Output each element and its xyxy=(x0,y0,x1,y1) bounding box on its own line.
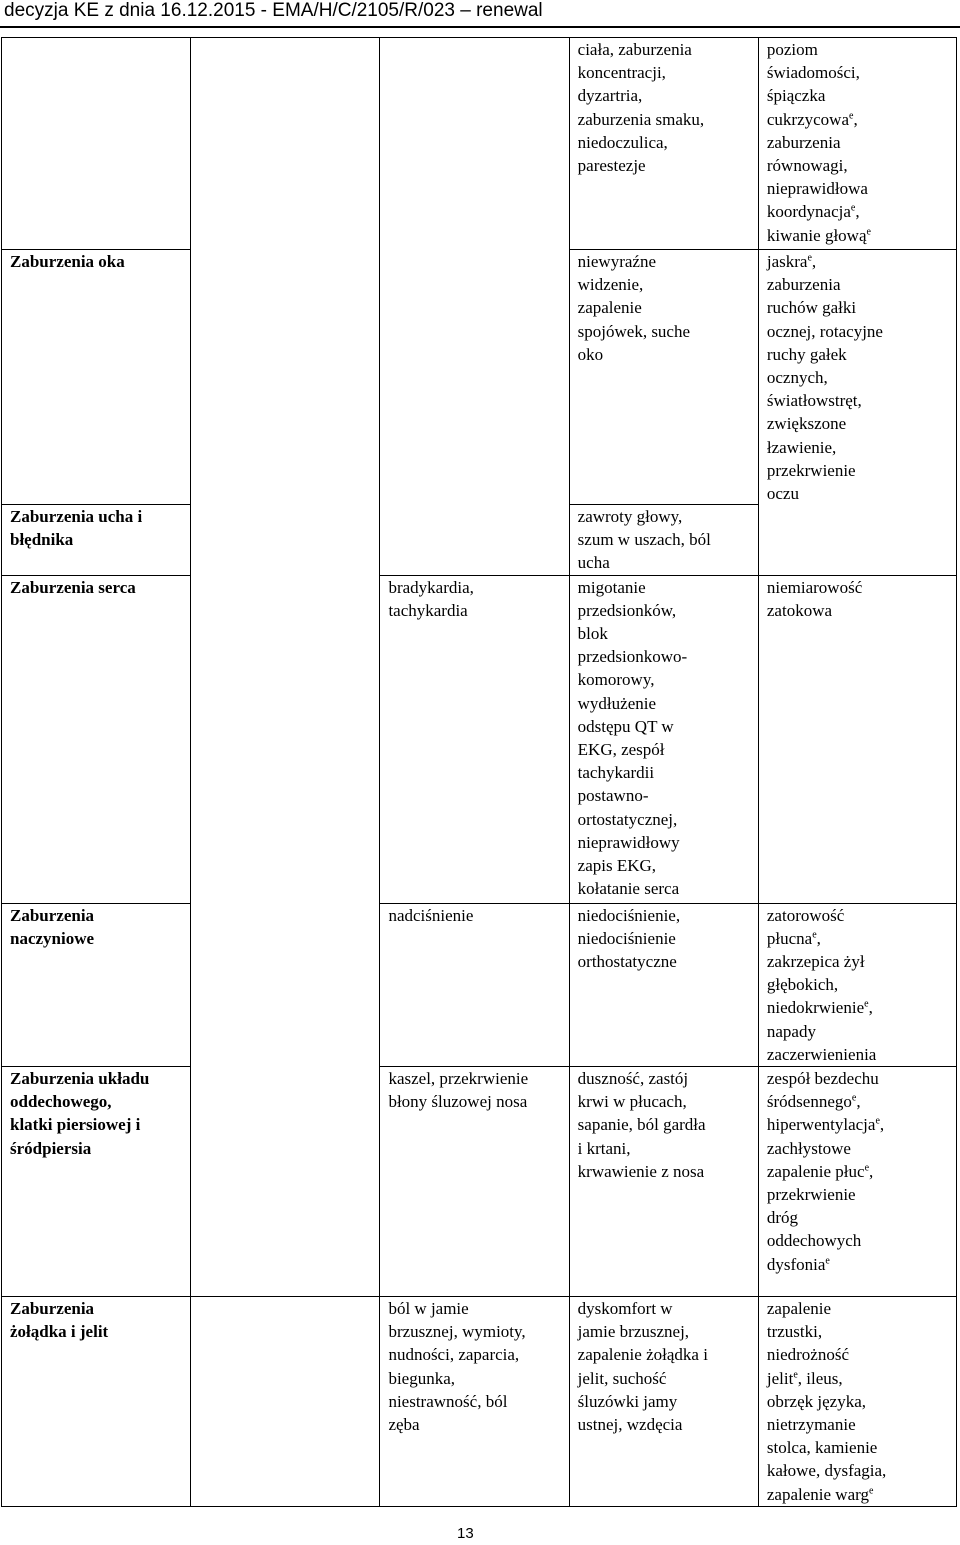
soc-cell: Zaburzenia ucha i błędnika xyxy=(2,505,191,576)
frequency-cell-common: bradykardia, tachykardia xyxy=(380,575,569,903)
table-row xyxy=(2,575,957,903)
frequency-cell-rare: niemiarowość zatokowa xyxy=(758,575,956,903)
frequency-cell-rare: zapalenie trzustki, niedrożność jelit$^e$, ileus, obrzęk języka, nietrzymanie stolca, kamienie kałowe, dysfagia, zapalenie warg$^e$ xyxy=(758,1297,956,1507)
soc-cell: Zaburzenia układu oddechowego, klatki piersiowej i śródpiersia xyxy=(2,1067,191,1297)
frequency-cell-uncommon: zawroty głowy, szum w uszach, ból ucha xyxy=(569,505,758,576)
header-rule xyxy=(0,26,960,28)
frequency-cell-rare: zespół bezdechu śródsennego$^e$, hiperwentylacja$^e$, zachłystowe zapalenie płuc$^e$, przekrwienie dróg oddechowych dysfonia$^e$ xyxy=(758,1067,956,1297)
frequency-cell-common: nadciśnienie xyxy=(380,903,569,1066)
frequency-cell-uncommon: migotanie przedsionków, blok przedsionkowo- komorowy, wydłużenie odstępu QT w EKG, zespół tachykardii postawno- ortostatycznej, nieprawidłowy zapis EKG, kołatanie serca xyxy=(569,575,758,903)
frequency-cell-very-common xyxy=(191,38,380,1297)
frequency-cell-uncommon: ciała, zaburzenia koncentracji, dyzartria, zaburzenia smaku, niedoczulica, parestezje xyxy=(569,38,758,250)
frequency-cell-uncommon: niewyraźne widzenie, zapalenie spojówek, suche oko xyxy=(569,250,758,505)
soc-cell: Zaburzenia żołądka i jelit xyxy=(2,1297,191,1507)
frequency-cell-rare: zatorowość płucna$^e$, zakrzepica żył głębokich, niedokrwienie$^e$, napady zaczerwienienia xyxy=(758,903,956,1066)
frequency-cell-uncommon: niedociśnienie, niedociśnienie orthostatyczne xyxy=(569,903,758,1066)
page-number: 13 xyxy=(457,1525,474,1542)
table-row xyxy=(2,38,957,250)
frequency-cell-common xyxy=(380,38,569,576)
table-row xyxy=(2,1067,957,1297)
document-header: decyzja KE z dnia 16.12.2015 - EMA/H/C/2105/R/023 – renewal xyxy=(4,0,543,21)
frequency-cell-uncommon: duszność, zastój krwi w płucach, sapanie, ból gardła i krtani, krwawienie z nosa xyxy=(569,1067,758,1297)
soc-cell xyxy=(2,38,191,250)
table-row xyxy=(2,1297,957,1507)
soc-cell: Zaburzenia oka xyxy=(2,250,191,505)
table-row xyxy=(2,903,957,1066)
frequency-cell-uncommon: dyskomfort w jamie brzusznej, zapalenie żołądka i jelit, suchość śluzówki jamy ustnej, wzdęcia xyxy=(569,1297,758,1507)
adverse-reactions-table xyxy=(1,37,957,1507)
soc-cell: Zaburzenia serca xyxy=(2,575,191,903)
soc-cell: Zaburzenia naczyniowe xyxy=(2,903,191,1066)
frequency-cell-rare: jaskra$^e$, zaburzenia ruchów gałki ocznej, rotacyjne ruchy gałek ocznych, światłowstręt, zwiększone łzawienie, przekrwienie oczu xyxy=(758,250,956,576)
frequency-cell-common: ból w jamie brzusznej, wymioty, nudności, zaparcia, biegunka, niestrawność, ból zęba xyxy=(380,1297,569,1507)
frequency-cell-very-common xyxy=(191,1297,380,1507)
frequency-cell-rare: poziom świadomości, śpiączka cukrzycowa$^e$, zaburzenia równowagi, nieprawidłowa koordynacja$^e$, kiwanie głową$^e$ xyxy=(758,38,956,250)
frequency-cell-common: kaszel, przekrwienie błony śluzowej nosa xyxy=(380,1067,569,1297)
